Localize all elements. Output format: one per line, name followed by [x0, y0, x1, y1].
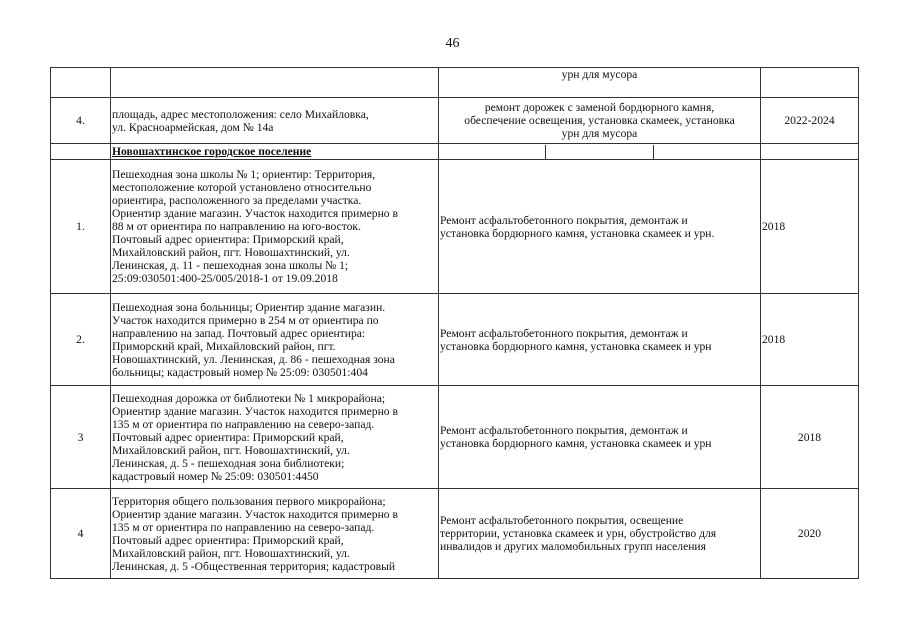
- page-number: 46: [445, 36, 460, 51]
- row-number: [51, 68, 111, 98]
- table-row: [51, 294, 859, 386]
- table-row: [51, 98, 859, 144]
- row-year: 2018: [761, 386, 859, 489]
- row-number: 1.: [51, 160, 111, 294]
- table-row: [51, 68, 859, 98]
- table-row: [51, 489, 859, 579]
- row-year: 2018: [761, 160, 859, 294]
- row-address: Пешеходная зона школы № 1; ориентир: Территория, местоположение которой установлено относительно ориентира, расположенного за пределами участка. Ориентир здание магазин. Участок находится примерно в 88 м от ориентира по направлению на юго-восток. Почтовый адрес ориентира: Приморский край, Михайловский район, пгт. Новошахтинский, ул. Ленинская, д. 11 - пешеходная зона школы № 1; 25:09:030501:400-25/005/2018-1 от 19.09.2018: [111, 160, 439, 294]
- row-work: ремонт дорожек с заменой бордюрного камня, обеспечение освещения, установка скамеек, установка урн для мусора: [439, 98, 761, 144]
- section-split: [439, 145, 760, 159]
- row-work: Ремонт асфальтобетонного покрытия, освещение территории, установка скамеек и урн, обустройство для инвалидов и других маломобильных групп населения: [439, 489, 761, 579]
- row-address: [111, 68, 439, 98]
- table-row: [51, 386, 859, 489]
- row-work: Ремонт асфальтобетонного покрытия, демонтаж и установка бордюрного камня, установка скамеек и урн.: [439, 160, 761, 294]
- row-work: урн для мусора: [439, 68, 761, 98]
- section-empty-cell: [761, 144, 859, 160]
- row-work: Ремонт асфальтобетонного покрытия, демонтаж и установка бордюрного камня, установка скамеек и урн: [439, 386, 761, 489]
- row-address: Пешеходная дорожка от библиотеки № 1 микрорайона; Ориентир здание магазин. Участок находится примерно в 135 м от ориентира по направлению на северо-запад. Почтовый адрес ориентира: Приморский край, Михайловский район, пгт. Новошахтинский, ул. Ленинская, д. 5 - пешеходная зона библиотеки; кадастровый номер № 25:09: 030501:4450: [111, 386, 439, 489]
- row-number: 4: [51, 489, 111, 579]
- row-number: 2.: [51, 294, 111, 386]
- improvement-table: [50, 67, 859, 579]
- section-row: [51, 144, 859, 160]
- section-title: Новошахтинское городское поселение: [111, 144, 439, 160]
- row-year: 2020: [761, 489, 859, 579]
- row-year: 2018: [761, 294, 859, 386]
- row-address: площадь, адрес местоположения: село Михайловка, ул. Красноармейская, дом № 14а: [111, 98, 439, 144]
- section-empty-cell: [51, 144, 111, 160]
- table-row: [51, 160, 859, 294]
- row-address: Территория общего пользования первого микрорайона; Ориентир здание магазин. Участок находится примерно в 135 м от ориентира по направлению на северо-запад. Почтовый адрес ориентира: Приморский край, Михайловский район, пгт. Новошахтинский, ул. Ленинская, д. 5 -Общественная территория; кадастровый: [111, 489, 439, 579]
- section-split-cell: [439, 144, 761, 160]
- row-year: 2022-2024: [761, 98, 859, 144]
- row-year: [761, 68, 859, 98]
- row-address: Пешеходная зона больницы; Ориентир здание магазин. Участок находится примерно в 254 м от ориентира по направлению на запад. Почтовый адрес ориентира: Приморский край, Михайловский район, пгт. Новошахтинский, ул. Ленинская, д. 86 - пешеходная зона больницы; кадастровый номер № 25:09: 030501:404: [111, 294, 439, 386]
- row-number: 4.: [51, 98, 111, 144]
- row-number: 3: [51, 386, 111, 489]
- row-work: Ремонт асфальтобетонного покрытия, демонтаж и установка бордюрного камня, установка скамеек и урн: [439, 294, 761, 386]
